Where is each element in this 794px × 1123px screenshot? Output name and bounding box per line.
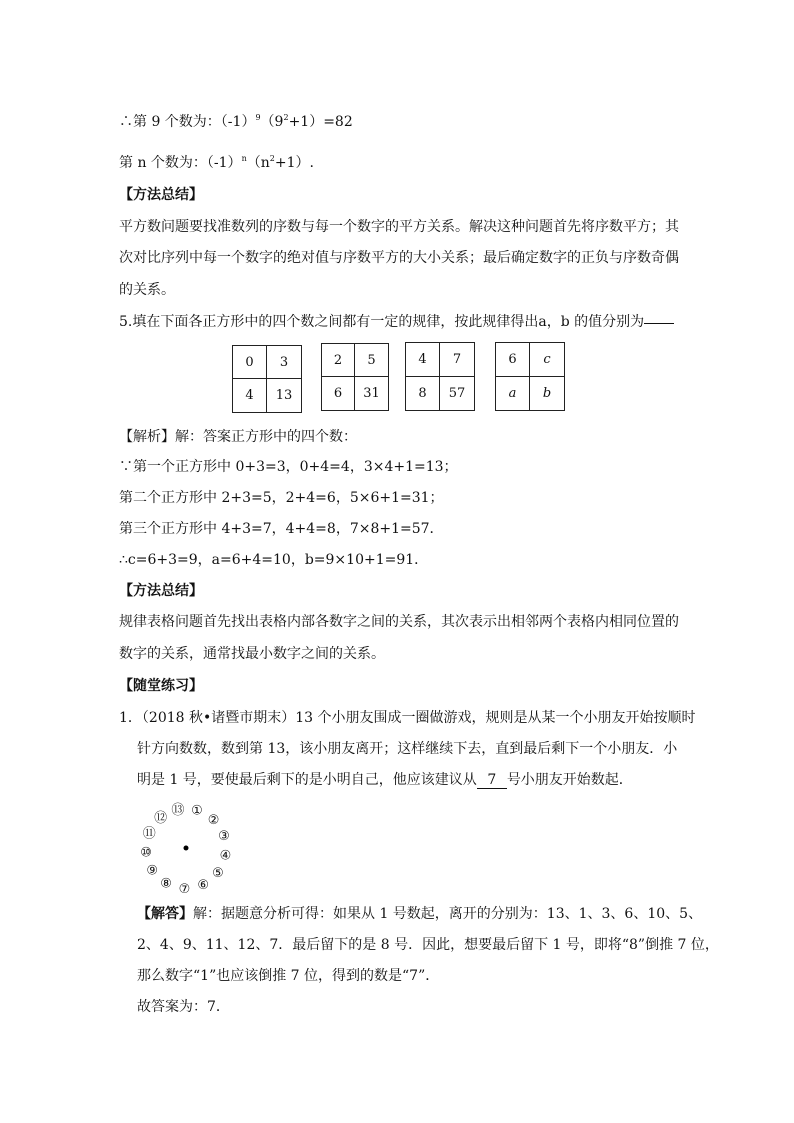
number-square-2 bbox=[321, 343, 389, 411]
child-number-label: ⑤ bbox=[212, 865, 224, 881]
square-cell: 4 bbox=[406, 343, 440, 377]
square-cell: 7 bbox=[440, 343, 474, 377]
square-cell: 31 bbox=[363, 386, 380, 401]
analysis-line: ∴c=6+3=9，a=6+4=10，b=9×10+1=91． bbox=[119, 552, 429, 568]
answer-blank-7: 7 bbox=[477, 772, 507, 789]
square-cell: 0 bbox=[233, 346, 267, 379]
question-5: 5.填在下面各正方形中的四个数之间都有一定的规律，按此规律得出a，b 的值分别为 bbox=[119, 312, 674, 332]
child-number-label: ⑬ bbox=[171, 802, 185, 818]
child-number-label: ⑫ bbox=[154, 811, 168, 827]
paragraph-line: 的关系。 bbox=[119, 282, 175, 298]
child-number-label: ⑥ bbox=[197, 878, 210, 893]
children-circle-figure bbox=[134, 797, 236, 893]
answer-blank bbox=[644, 323, 674, 324]
analysis-line: 【解析】解：答案正方形中的四个数： bbox=[119, 429, 357, 445]
child-number-label: ⑩ bbox=[140, 845, 152, 861]
square-cell: 2 bbox=[322, 344, 355, 377]
child-number-label: ⑦ bbox=[178, 882, 191, 893]
solution-line: 【解答】解：据题意分析可得：如果从 1 号数起，离开的分别为：13、1、3、6、10、5、 bbox=[137, 906, 703, 922]
method-summary-heading-1: 【方法总结】 bbox=[119, 187, 203, 203]
square-cell: 5 bbox=[355, 344, 388, 377]
solution-line: 那么数字“1”也应该倒推 7 位，得到的数是“7”． bbox=[137, 968, 440, 984]
square-cell: b bbox=[542, 385, 552, 401]
analysis-line: 第二个正方形中 2+3=5，2+4=6，5×6+1=31； bbox=[119, 490, 444, 506]
formula-nth-number: 第 n 个数为：$(-1)^n(n^2+1)$. bbox=[119, 154, 314, 171]
number-square-4 bbox=[495, 342, 565, 411]
child-number-label: ② bbox=[207, 813, 220, 829]
center-dot bbox=[184, 846, 189, 851]
square-cell: 3 bbox=[267, 346, 301, 379]
child-number-label: ④ bbox=[219, 848, 232, 864]
paragraph-line: 数字的关系，通常找最小数字之间的关系。 bbox=[119, 646, 385, 662]
exercise-line: 针方向数数，数到第 13，该小朋友离开；这样继续下去，直到最后剩下一个小朋友．小 bbox=[137, 741, 678, 757]
exercise-line: 明是 1 号，要使最后剩下的是小明自己，他应该建议从 7 号小朋友开始数起． bbox=[137, 772, 633, 788]
child-number-label: ⑨ bbox=[146, 863, 159, 879]
paragraph-line: 规律表格问题首先找出表格内部各数字之间的关系，其次表示出相邻两个表格内相同位置的 bbox=[119, 614, 679, 630]
paragraph-line: 次对比序列中每一个数字的绝对值与序数平方的大小关系；最后确定数字的正负与序数奇偶 bbox=[119, 250, 679, 266]
square-cell: 6 bbox=[322, 377, 355, 410]
child-number-label: ⑧ bbox=[160, 876, 172, 892]
paragraph-line: 平方数问题要找准数列的序数与每一个数字的平方关系。解决这种问题首先将序数平方；其 bbox=[119, 219, 679, 235]
number-square-1 bbox=[232, 345, 302, 413]
square-cell: c bbox=[530, 343, 564, 377]
solution-line: 2、4、9、11、12、7．最后留下的是 8 号．因此，想要最后留下 1 号，即将“8”倒推 7 位， bbox=[137, 937, 719, 953]
practice-heading: 【随堂练习】 bbox=[119, 678, 203, 694]
child-number-label: ① bbox=[191, 803, 203, 819]
analysis-line: ∵第一个正方形中 0+3=3，0+4=4，3×4+1=13； bbox=[119, 459, 458, 475]
child-number-label: ⑪ bbox=[142, 826, 156, 842]
number-square-3 bbox=[405, 342, 475, 411]
formula-9th-number: ∴第 9 个数为：$(-1)^9(9^2+1)=82$ bbox=[119, 113, 353, 130]
square-cell: 4 bbox=[233, 379, 267, 412]
analysis-line: 第三个正方形中 4+3=7，4+4=8，7×8+1=57． bbox=[119, 521, 444, 537]
square-cell: 57 bbox=[448, 385, 466, 401]
square-cell: 6 bbox=[496, 343, 530, 377]
method-summary-heading-2: 【方法总结】 bbox=[119, 583, 203, 599]
child-number-label: ③ bbox=[218, 829, 230, 845]
circle-svg bbox=[134, 797, 236, 893]
square-cell: 13 bbox=[275, 388, 293, 403]
square-cell: 8 bbox=[406, 377, 440, 411]
exercise-line: 1．（2018 秋•诸暨市期末）13 个小朋友围成一圈做游戏，规则是从某一个小朋友开始按顺时 bbox=[119, 710, 696, 726]
square-cell: a bbox=[496, 377, 530, 411]
solution-line: 故答案为：7． bbox=[137, 999, 230, 1015]
